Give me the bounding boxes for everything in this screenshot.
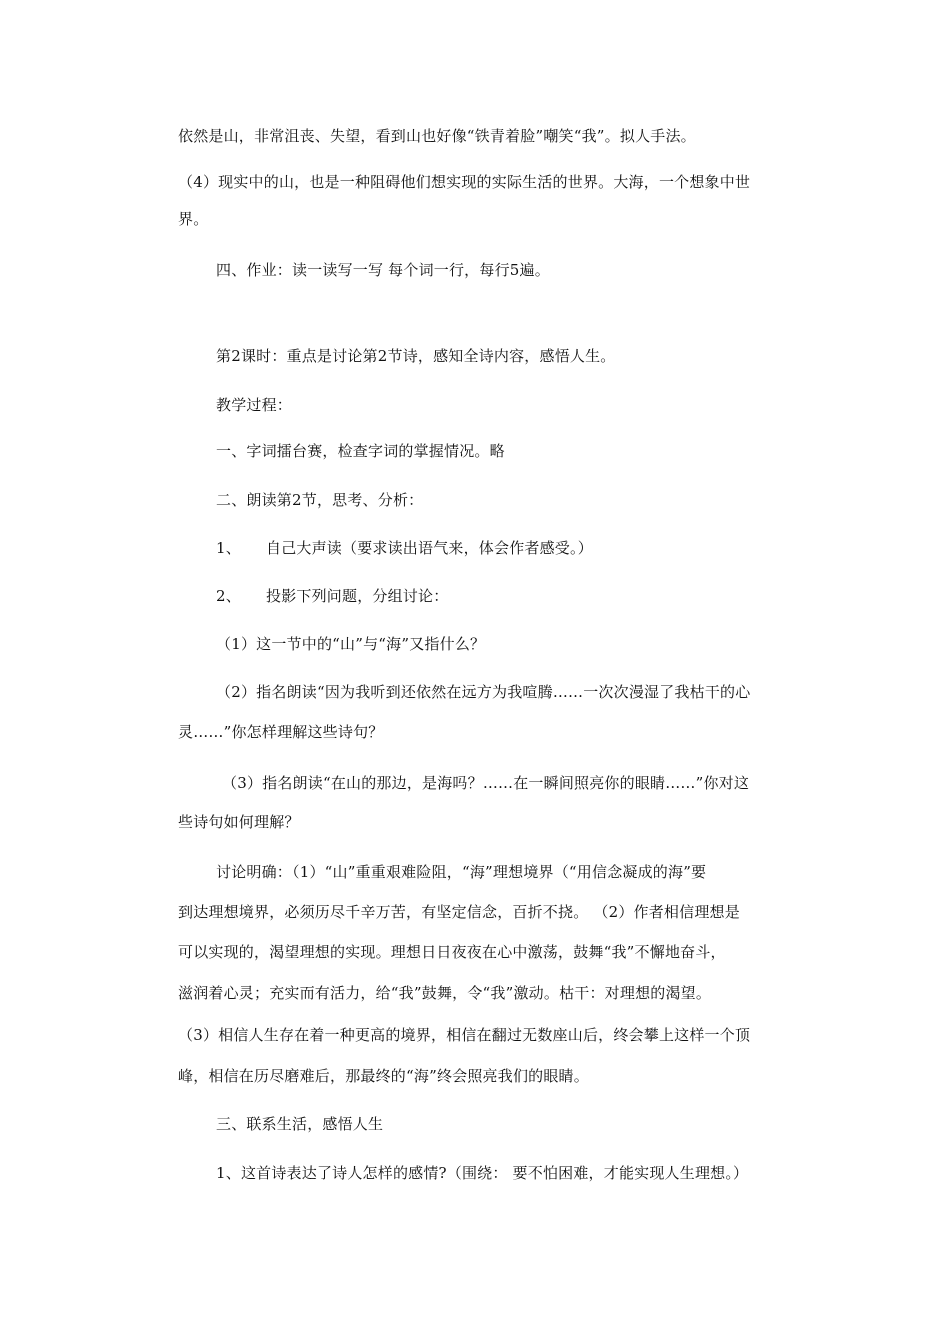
- section-heading: 教学过程：: [216, 396, 293, 414]
- section-heading: 三、联系生活，感悟人生: [216, 1115, 384, 1133]
- text-line: 二、朗读第2节，思考、分析：: [216, 491, 424, 509]
- lesson-heading: 第2课时：重点是讨论第2节诗，感知全诗内容，感悟人生。: [216, 347, 616, 365]
- text-line: 界。: [178, 210, 209, 228]
- list-text: 自己大声读（要求读出语气来，体会作者感受。）: [266, 539, 593, 557]
- text-line: 到达理想境界，必须历尽千辛万苦，有坚定信念，百折不挠。 （2）作者相信理想是: [178, 903, 740, 921]
- text-line: 依然是山，非常沮丧、失望，看到山也好像“铁青着脸”嘲笑“我”。拟人手法。: [178, 127, 696, 145]
- text-line: （2）指名朗读“因为我听到还依然在远方为我喧腾……一次次漫湿了我枯干的心: [216, 683, 751, 701]
- list-text: 投影下列问题，分组讨论：: [266, 587, 449, 605]
- text-line: 滋润着心灵；充实而有活力，给“我”鼓舞，令“我”激动。枯干：对理想的渴望。: [178, 984, 712, 1002]
- text-line: 四、作业：读一读写一写 每个词一行，每行5遍。: [216, 261, 550, 279]
- text-line: （4）现实中的山，也是一种阻碍他们想实现的实际生活的世界。大海，一个想象中世: [178, 173, 751, 191]
- list-number: 2、: [216, 587, 241, 605]
- text-line: 一、字词擂台赛，检查字词的掌握情况。略: [216, 442, 505, 460]
- text-line: 些诗句如何理解？: [178, 813, 300, 831]
- list-number: 1、: [216, 539, 241, 557]
- text-line: （3）相信人生存在着一种更高的境界，相信在翻过无数座山后，终会攀上这样一个顶: [178, 1026, 751, 1044]
- list-item: [216, 586, 816, 606]
- text-line: （1）这一节中的“山”与“海”又指什么？: [216, 635, 486, 653]
- text-line: （3）指名朗读“在山的那边，是海吗？……在一瞬间照亮你的眼睛……”你对这: [222, 774, 750, 792]
- text-line: 讨论明确：（1）“山”重重艰难险阻，“海”理想境界（“用信念凝成的海”要: [216, 863, 707, 881]
- list-item: [216, 538, 816, 558]
- text-line: 峰，相信在历尽磨难后，那最终的“海”终会照亮我们的眼睛。: [178, 1067, 589, 1085]
- text-line: 可以实现的，渴望理想的实现。理想日日夜夜在心中激荡，鼓舞“我”不懈地奋斗，: [178, 943, 726, 961]
- text-line: 灵……”你怎样理解这些诗句？: [178, 723, 384, 741]
- text-line: 1、这首诗表达了诗人怎样的感情?（围绕： 要不怕困难，才能实现人生理想。）: [216, 1164, 749, 1182]
